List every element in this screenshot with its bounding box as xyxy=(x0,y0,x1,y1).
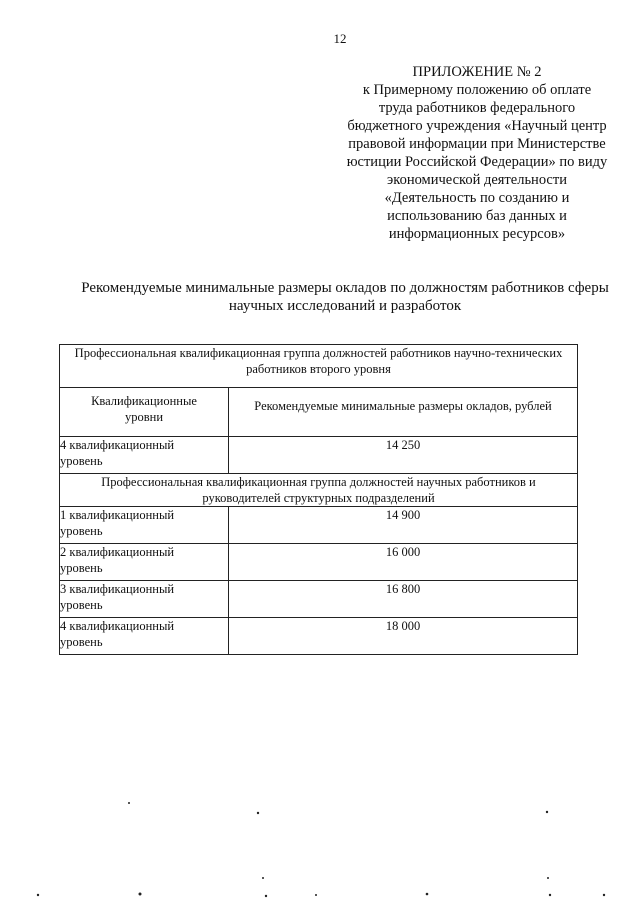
group-header-line-2: работников второго уровня xyxy=(246,362,391,376)
level-label: 2 квалификационный xyxy=(60,545,175,559)
group-header-line-1: Профессиональная квалификационная группа должностей работников научно-технических xyxy=(74,346,563,360)
salary-value: 18 000 xyxy=(229,618,578,655)
scan-artifacts xyxy=(0,790,640,905)
scan-dot xyxy=(547,877,549,879)
table-row xyxy=(60,437,578,474)
level-label: уровень xyxy=(60,561,103,575)
appendix-block xyxy=(322,63,632,243)
appendix-heading: ПРИЛОЖЕНИЕ № 2 xyxy=(412,64,542,80)
appendix-line: «Деятельность по созданию и xyxy=(384,190,570,206)
scan-dot xyxy=(546,811,548,813)
page-number: 12 xyxy=(333,31,347,46)
level-label: уровень xyxy=(60,454,103,468)
scan-dot xyxy=(426,893,429,896)
level-label: 4 квалификационный xyxy=(60,438,175,452)
scan-dot xyxy=(603,894,605,896)
level-label: уровень xyxy=(60,524,103,538)
level-label: 4 квалификационный xyxy=(60,619,175,633)
column-header-row xyxy=(60,388,578,437)
table-row xyxy=(60,618,578,655)
levels-column-header xyxy=(60,388,229,437)
group-header-line-2: руководителей структурных подразделений xyxy=(202,491,435,505)
group-header-line-1: Профессиональная квалификационная группа должностей научных работников и xyxy=(101,475,536,489)
appendix-line: бюджетного учреждения «Научный центр xyxy=(347,118,607,134)
salary-column-header: Рекомендуемые минимальные размеры окладов, рублей xyxy=(229,388,578,437)
scan-dot xyxy=(265,895,267,897)
table-row xyxy=(60,507,578,544)
appendix-line: к Примерному положению об оплате xyxy=(362,82,592,98)
group-header-cell xyxy=(60,345,578,388)
scan-dot xyxy=(549,894,551,896)
level-label: уровень xyxy=(60,598,103,612)
appendix-line: экономической деятельности xyxy=(387,172,567,188)
salary-value: 16 000 xyxy=(229,544,578,581)
group-header-row xyxy=(60,474,578,507)
scan-dot xyxy=(257,812,259,814)
document-title-line-2: научных исследований и разработок xyxy=(228,298,462,314)
appendix-line: правовой информации при Министерстве xyxy=(348,136,606,152)
salary-value: 14 900 xyxy=(229,507,578,544)
table-row xyxy=(60,544,578,581)
levels-header-line-1: Квалификационные xyxy=(91,394,197,408)
table-row xyxy=(60,581,578,618)
scan-dot xyxy=(128,802,130,804)
group-header-cell xyxy=(60,474,578,507)
salary-table xyxy=(59,344,578,655)
document-title xyxy=(50,279,640,315)
salary-value: 16 800 xyxy=(229,581,578,618)
scan-dot xyxy=(37,894,39,896)
scan-dot xyxy=(315,894,317,896)
level-label: уровень xyxy=(60,635,103,649)
appendix-line: использованию баз данных и xyxy=(387,208,567,224)
salary-value: 14 250 xyxy=(229,437,578,474)
document-title-line-1: Рекомендуемые минимальные размеры окладов по должностям работников сферы xyxy=(81,280,609,296)
appendix-line: юстиции Российской Федерации» по виду xyxy=(346,154,608,170)
level-cell xyxy=(60,581,229,618)
levels-header-line-2: уровни xyxy=(124,410,164,424)
appendix-line: труда работников федерального xyxy=(378,100,576,116)
level-cell xyxy=(60,437,229,474)
level-cell xyxy=(60,544,229,581)
scan-dot xyxy=(262,877,264,879)
scan-dot xyxy=(139,893,142,896)
level-label: 1 квалификационный xyxy=(60,508,175,522)
level-cell xyxy=(60,618,229,655)
level-cell xyxy=(60,507,229,544)
appendix-line: информационных ресурсов» xyxy=(388,226,566,242)
level-label: 3 квалификационный xyxy=(60,582,175,596)
group-header-row xyxy=(60,345,578,388)
